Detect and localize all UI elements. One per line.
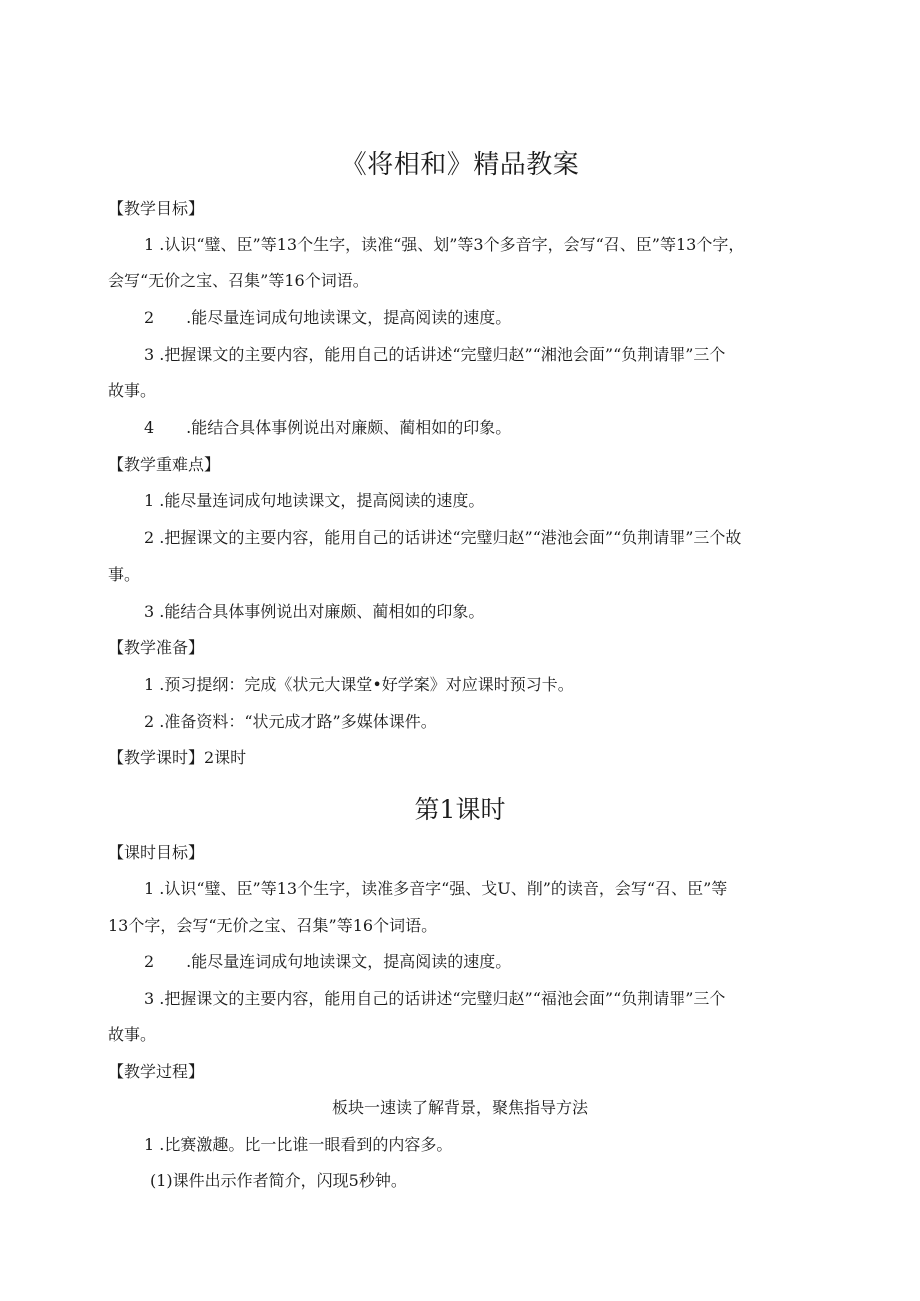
key-point-item: 1 .能尽量连词成句地读课文，提高阅读的速度。 [144, 491, 485, 510]
preparation-item: 2 .准备资料：“状元成才路”多媒体课件。 [144, 712, 437, 731]
section-heading-goals: 【教学目标】 [108, 199, 205, 218]
section-heading-preparation: 【教学准备】 [108, 638, 205, 657]
block-title: 板块一速读了解背景，聚焦指导方法 [331, 1098, 588, 1117]
goal-item-continued: 故事。 [108, 381, 157, 400]
process-sub-item: (1)课件出示作者简介，闪现5秒钟。 [150, 1171, 407, 1190]
key-point-item: 2 .把握课文的主要内容，能用自己的话讲述“完璧归赵”“港池会面”“负荆请罪”三个故 [144, 528, 742, 547]
lesson-goal-item: 1 .认识“璧、臣”等13个生字，读准多音字“强、戈U、削”的读音，会写“召、臣”等 [144, 879, 728, 898]
section-heading-lesson-goals: 【课时目标】 [108, 843, 205, 862]
goal-item: 3 .把握课文的主要内容，能用自己的话讲述“完璧归赵”“湘池会面”“负荆请罪”三个 [144, 345, 726, 364]
document-title: 《将相和》精品教案 [340, 150, 580, 180]
goal-item-continued: 会写“无价之宝、召集”等16个词语。 [108, 271, 369, 290]
goal-item: 2 .能尽量连词成句地读课文，提高阅读的速度。 [144, 308, 512, 327]
goal-item: 4 .能结合具体事例说出对廉颇、蔺相如的印象。 [144, 418, 512, 437]
lesson-goal-item-continued: 13个字，会写“无价之宝、召集”等16个词语。 [108, 916, 438, 935]
section-heading-hours: 【教学课时】2课时 [108, 748, 247, 767]
lesson-goal-item-continued: 故事。 [108, 1025, 157, 1044]
key-point-item-continued: 事。 [108, 565, 141, 584]
key-point-item: 3 .能结合具体事例说出对廉颇、蔺相如的印象。 [144, 602, 485, 621]
section-heading-key-points: 【教学重难点】 [108, 455, 221, 474]
preparation-item: 1 .预习提纲：完成《状元大课堂•好学案》对应课时预习卡。 [144, 675, 574, 694]
lesson-goal-item: 3 .把握课文的主要内容，能用自己的话讲述“完璧归赵”“福池会面”“负荆请罪”三个 [144, 989, 726, 1008]
lesson-goal-item: 2 .能尽量连词成句地读课文，提高阅读的速度。 [144, 952, 512, 971]
section-heading-process: 【教学过程】 [108, 1062, 205, 1081]
process-item: 1 .比赛激趣。比一比谁一眼看到的内容多。 [144, 1135, 453, 1154]
goal-item: 1 .认识“璧、臣”等13个生字，读准“强、划”等3个多音字，会写“召、臣”等13个字， [144, 235, 745, 254]
lesson-title: 第1课时 [414, 795, 506, 824]
